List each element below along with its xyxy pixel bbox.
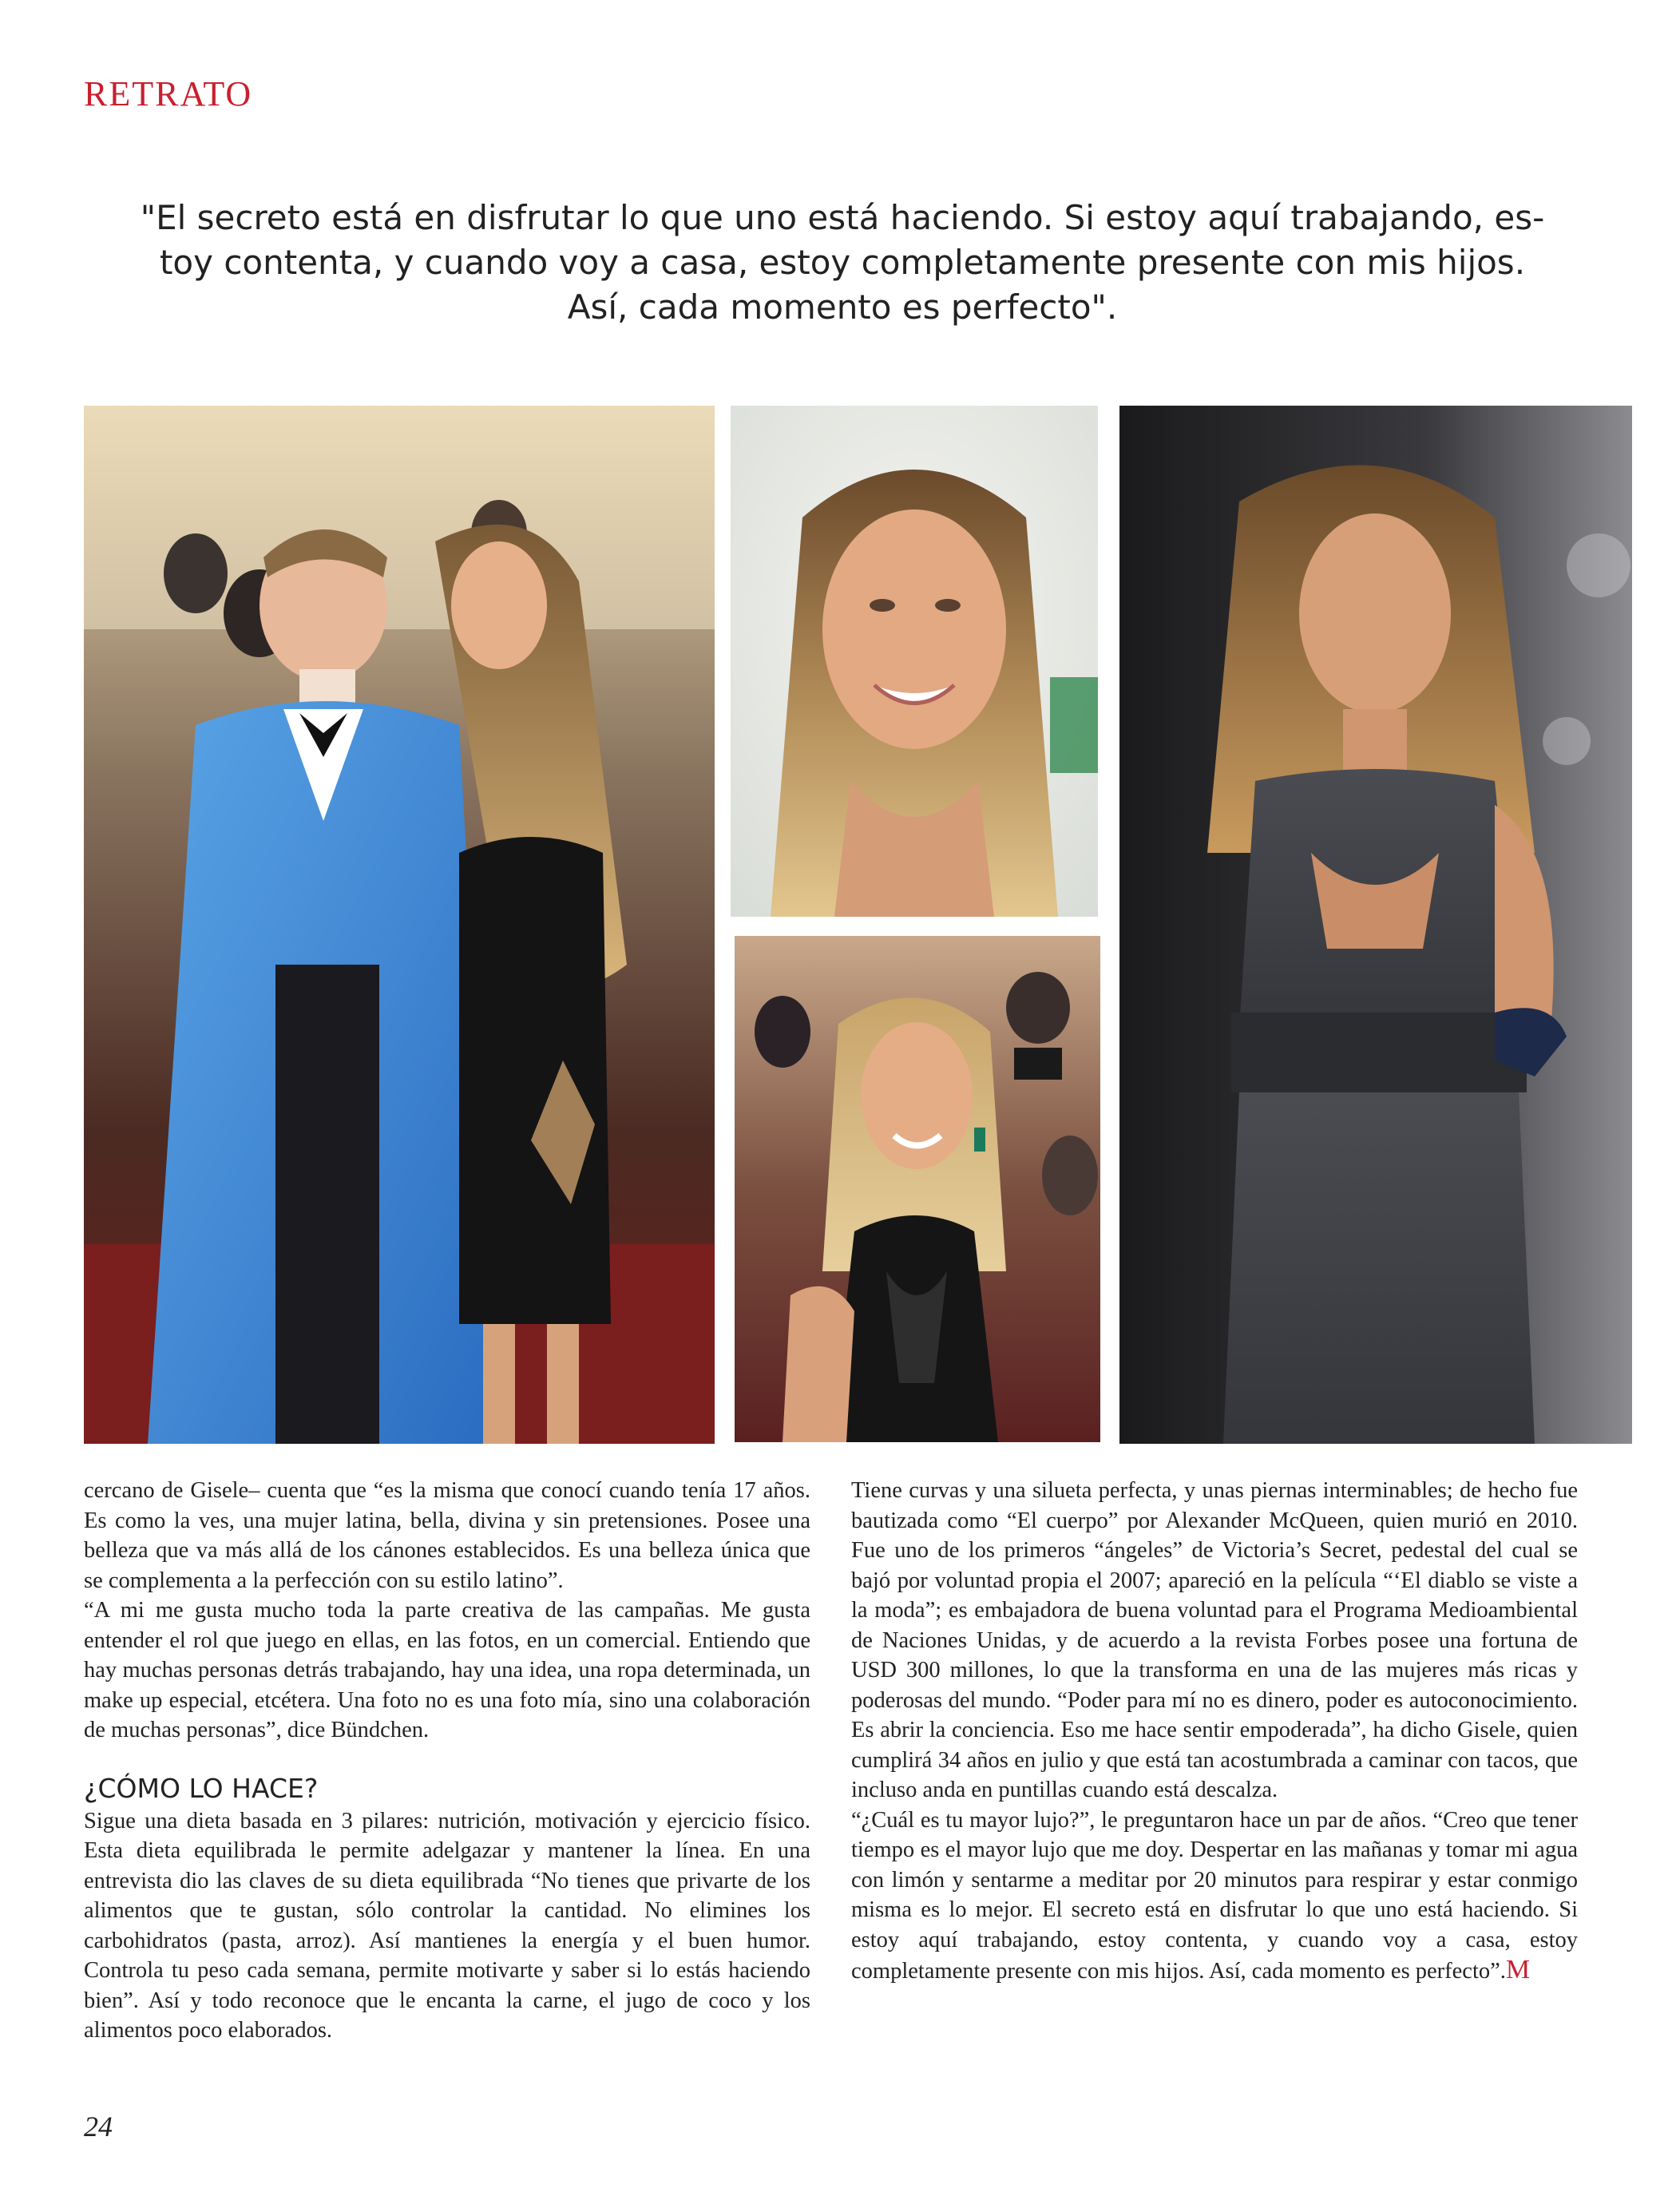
body-paragraph bbox=[851, 1806, 1578, 1987]
end-mark: M bbox=[1505, 1955, 1531, 1984]
body-paragraph: Tiene curvas y una silueta perfecta, y unas piernas interminables; de hecho fue bautizada como “El cuerpo” por Alexander McQueen, quien murió en 2010. Fue uno de los primeros “ángeles” de Victoria’s Secret, pedestal del cual se bajó por voluntad propia el 2007; apareció en la película “‘El diablo se viste a la moda”; es embajadora de buena voluntad para el Programa Medioambiental de Naciones Unidas, y de acuerdo a la revista Forbes posee una fortuna de USD 300 millones, lo que la transforma en una de las mujeres más ricas y poderosas del mundo. “Poder para mí no es dinero, poder es autoconocimiento. Es abrir la conciencia. Eso me hace sentir empoderada”, ha dicho Gisele, quien cumplirá 34 años en julio y que está tan acostumbrada a caminar con tacos, que incluso anda en puntillas cuando está descalza. bbox=[851, 1478, 1578, 1802]
pull-quote bbox=[112, 196, 1573, 330]
section-subheading: ¿CÓMO LO HACE? bbox=[84, 1772, 319, 1804]
body-paragraph: cercano de Gisele– cuenta que “es la misma que conocí cuando tenía 17 años. Es como la ves, una mujer latina, bella, divina y sin pretensiones. Posee una belleza que va más allá de los cánones establecidos. Es una belleza única que se complementa a la perfección con su estilo latino”. bbox=[84, 1478, 810, 1593]
body-paragraph-text: “¿Cuál es tu mayor lujo?”, le preguntaron hace un par de años. “Creo que tener tiempo es el mayor lujo que me doy. Despertar en las mañanas y tomar mi agua con limón y sentarme a meditar por 20 minutos para respirar y estar conmigo misma es lo mejor. El secreto está en disfrutar lo que uno está haciendo. Si estoy aquí trabajando, estoy contenta, y cuando voy a casa, estoy completamente presente con mis hijos. Así, cada momento es perfecto”. bbox=[851, 1807, 1578, 1984]
photo-portrait-closeup bbox=[731, 406, 1098, 917]
page-number: 24 bbox=[84, 2111, 113, 2143]
photo-red-carpet-black-dress bbox=[735, 936, 1100, 1442]
photo-couple-red-carpet bbox=[84, 406, 715, 1444]
section-label: RETRATO bbox=[84, 74, 253, 113]
body-paragraph: Sigue una dieta basada en 3 pilares: nutrición, motivación y ejercicio físico. Esta dieta equilibrada le permite adelgazar y mantener la línea. En una entrevista dio las claves de su dieta equilibrada “No tienes que privarte de los alimentos que te gustan, sólo controlar la cantidad. No elimines los carbohidratos (pasta, arroz). Así mantienes la energía y el buen humor. Controla tu peso cada semana, permite motivarte y saber si lo estás haciendo bien”. Así y todo reconoce que le encanta la carne, el jugo de coco y los alimentos poco elaborados. bbox=[84, 1808, 810, 2043]
pull-quote-line: "El secreto está en disfrutar lo que uno está haciendo. Si estoy aquí trabajando, es- bbox=[140, 198, 1545, 237]
photo-runway-grey-dress bbox=[1119, 406, 1632, 1444]
article-column-left bbox=[84, 1476, 810, 2046]
article-column-right bbox=[851, 1476, 1578, 1987]
pull-quote-line: Así, cada momento es perfecto". bbox=[567, 287, 1118, 327]
body-paragraph: “A mi me gusta mucho toda la parte creativa de las campañas. Me gusta entender el rol que juego en ellas, en las fotos, en un comercial. Entiendo que hay muchas personas detrás trabajando, hay una idea, una ropa determinada, un make up especial, etcétera. Una foto no es una foto mía, sino una colaboración de muchas personas”, dice Bündchen. bbox=[84, 1598, 810, 1742]
pull-quote-line: toy contenta, y cuando voy a casa, estoy completamente presente con mis hijos. bbox=[159, 243, 1526, 282]
